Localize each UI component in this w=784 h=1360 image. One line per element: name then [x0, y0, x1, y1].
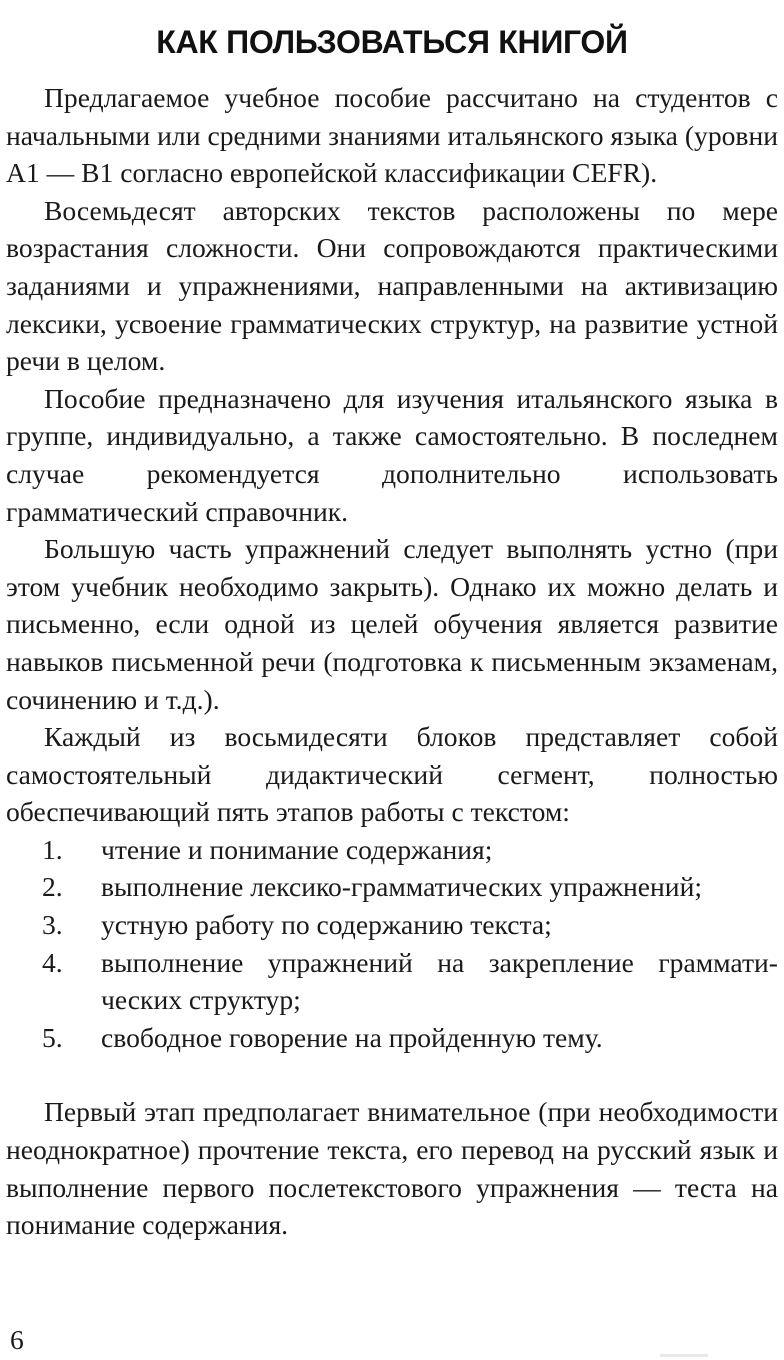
list-item-text: выполнение упражнений на закрепление грамматических структур;	[101, 946, 778, 1016]
page-title: КАК ПОЛЬЗОВАТЬСЯ КНИГОЙ	[156, 24, 628, 61]
paragraph-exercises: Большую часть упражнений следует выполнять устно (при этом учебник необходимо закрыть). Однако их можно делать и письменно, если одной из целей обучения является развитие навыков письменной речи (подготовка к письменным экзаменам, сочинению и т.д.).	[6, 533, 778, 715]
paragraph-blocks: Каждый из восьмидесяти блоков представляет собой самостоятельный дидактический сегмент, полностью обеспечивающий пять этапов работы с текстом:	[6, 721, 778, 828]
scan-artifact	[660, 1354, 708, 1357]
list-item	[6, 1019, 778, 1057]
list-item-text: свободное говорение на пройденную тему.	[101, 1021, 603, 1053]
list-item-text: устную работу по содержанию текста;	[101, 909, 552, 941]
list-item	[6, 906, 778, 944]
page-number: 6	[10, 1324, 24, 1355]
list-item-number: 4.	[42, 946, 63, 978]
section-spacer	[6, 1056, 778, 1093]
body-text	[6, 79, 778, 1244]
paragraph-texts: Восемьдесят авторских текстов расположены по мере возрастания сложности. Они сопровождаются практическими заданиями и упражнениями, направленными на активизацию лексики, усвоение грамматических структур, на развитие устной речи в целом.	[6, 194, 778, 377]
list-item-text: чтение и понимание содержания;	[101, 833, 493, 865]
stages-list	[6, 831, 778, 1057]
list-item	[6, 831, 778, 869]
list-item-number: 1.	[42, 833, 63, 865]
list-item-number: 5.	[42, 1021, 63, 1053]
list-item-number: 3.	[42, 909, 63, 941]
book-page	[6, 0, 778, 1360]
list-item-text: выполнение лексико-грамматических упражнений;	[101, 871, 703, 903]
list-item	[6, 944, 778, 1019]
paragraph-purpose: Пособие предназначено для изучения итальянского языка в группе, индивидуально, а также самостоятельно. В последнем случае рекомендуется дополнительно использовать грамматический справочник.	[6, 382, 778, 527]
list-item	[6, 868, 778, 906]
list-item-number: 2.	[42, 871, 63, 903]
paragraph-intro: Предлагаемое учебное пособие рассчитано на студентов с начальными или средними знаниями итальянского языка (уровни А1 — В1 согласно европейской классификации CEFR).	[6, 82, 778, 189]
paragraph-first-stage: Первый этап предполагает внимательное (при необходимости неоднократное) прочтение текста, его перевод на русский язык и выполнение первого послетекстового упражнения — теста на понимание содержания.	[6, 1096, 778, 1241]
